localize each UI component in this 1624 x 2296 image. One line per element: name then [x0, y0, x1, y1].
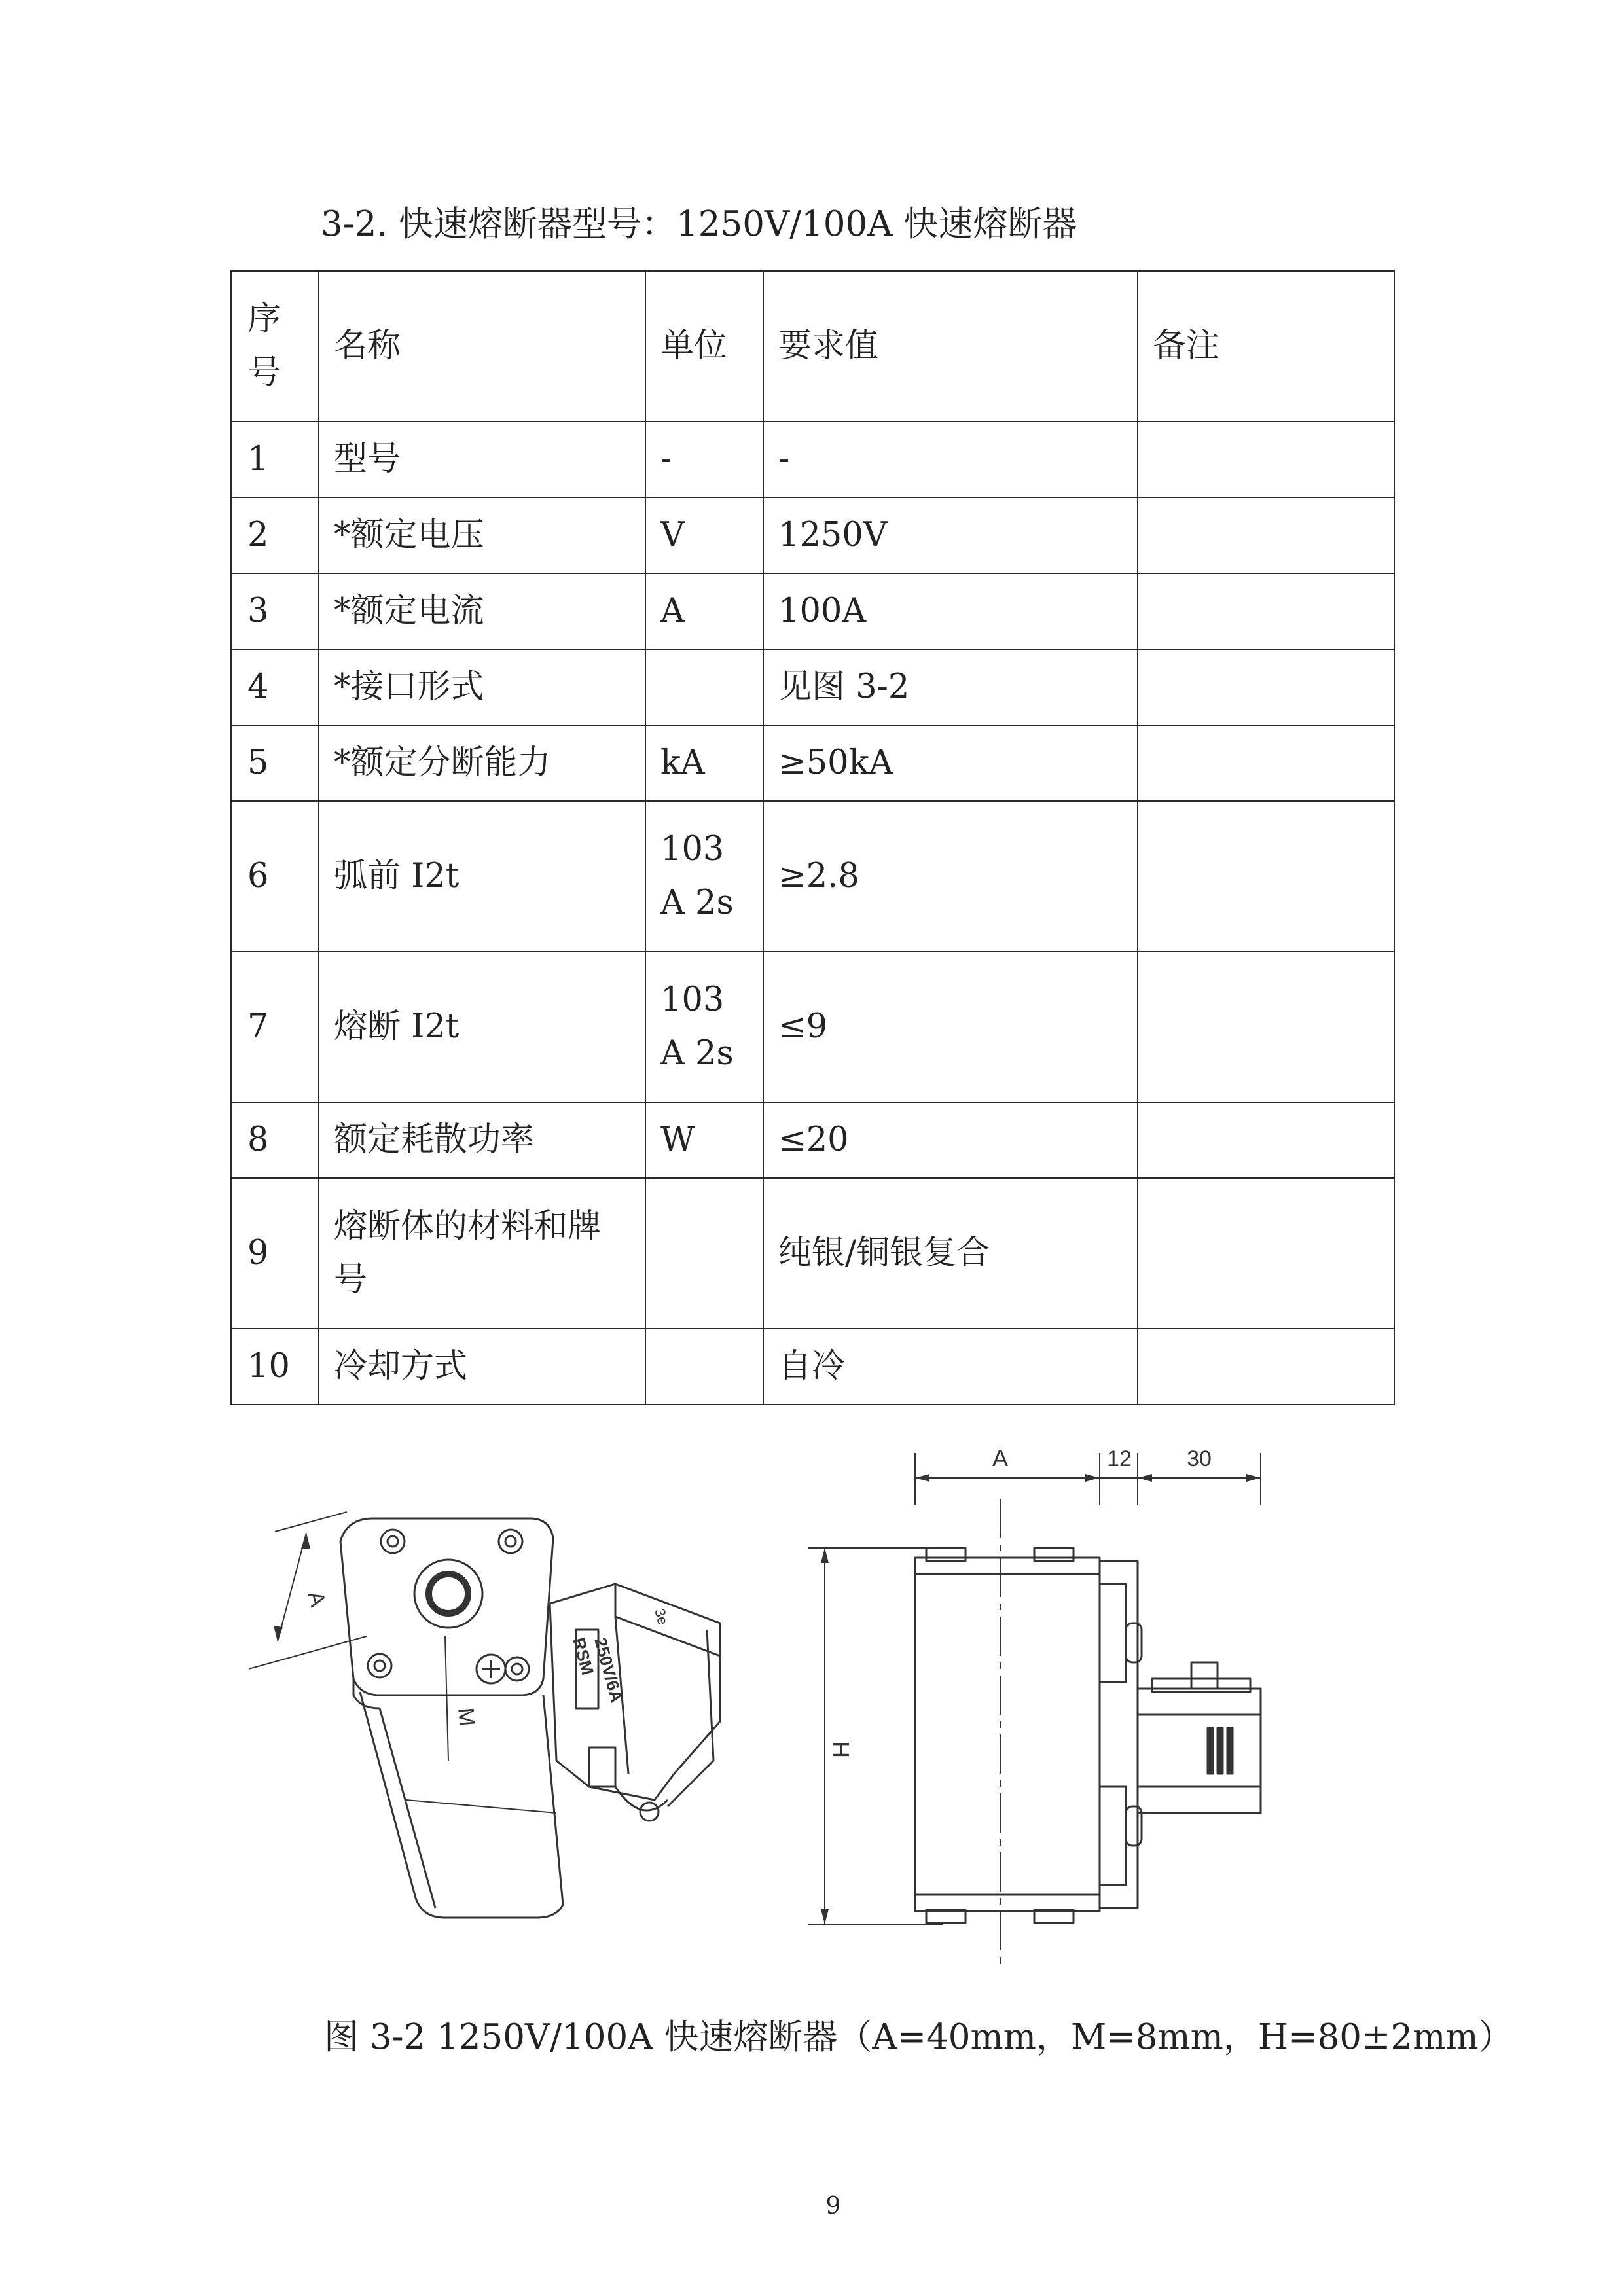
cell-note	[1138, 649, 1394, 725]
cell-value: -	[763, 422, 1138, 497]
header-note: 备注	[1138, 271, 1394, 422]
cell-name: 额定耗散功率	[319, 1102, 645, 1178]
page-number: 9	[825, 2193, 841, 2219]
cell-note	[1138, 801, 1394, 952]
cell-no: 1	[231, 422, 319, 497]
fuse-front-view	[808, 1453, 1261, 1970]
cell-no: 3	[231, 573, 319, 649]
label-m: M	[453, 1706, 480, 1727]
cell-value: 自冷	[763, 1329, 1138, 1405]
cell-name: *额定电流	[319, 573, 645, 649]
product-rating: 250V/6A	[590, 1635, 627, 1705]
table-row	[231, 422, 1394, 497]
cell-unit	[645, 649, 763, 725]
fuse-figure	[249, 1420, 1296, 1970]
figure-caption: 图 3-2 1250V/100A 快速熔断器（A=40mm，M=8mm，H=80±2mm）	[324, 2017, 1513, 2057]
table-row	[231, 573, 1394, 649]
table-row	[231, 1329, 1394, 1405]
cell-note	[1138, 1329, 1394, 1405]
header-unit: 单位	[645, 271, 763, 422]
header-no: 序号	[231, 271, 319, 422]
cell-name: 熔断体的材料和牌号	[319, 1178, 645, 1329]
table-row	[231, 649, 1394, 725]
table-row	[231, 1102, 1394, 1178]
cell-no: 6	[231, 801, 319, 952]
cell-unit: 103A 2s	[645, 801, 763, 952]
product-brand: RSM	[569, 1635, 598, 1677]
cell-name: *接口形式	[319, 649, 645, 725]
cell-no: 7	[231, 952, 319, 1102]
cell-value: 100A	[763, 573, 1138, 649]
cell-note	[1138, 497, 1394, 573]
fuse-drawing	[249, 1420, 1296, 1970]
cell-note	[1138, 725, 1394, 801]
cell-value: 1250V	[763, 497, 1138, 573]
cell-value: ≤20	[763, 1102, 1138, 1178]
cell-unit	[645, 1178, 763, 1329]
product-mark: 3e	[651, 1606, 672, 1626]
cell-unit: 103A 2s	[645, 952, 763, 1102]
table-row	[231, 801, 1394, 952]
cell-no: 10	[231, 1329, 319, 1405]
dimension-30: 30	[1187, 1446, 1212, 1471]
cell-note	[1138, 1178, 1394, 1329]
cell-unit: W	[645, 1102, 763, 1178]
label-a-iso: A	[302, 1588, 331, 1609]
label-a-front: A	[992, 1444, 1009, 1471]
section-heading: 3-2. 快速熔断器型号：1250V/100A 快速熔断器	[321, 204, 1077, 244]
header-name: 名称	[319, 271, 645, 422]
table-row	[231, 952, 1394, 1102]
spec-table	[230, 270, 1395, 1405]
cell-value: 纯银/铜银复合	[763, 1178, 1138, 1329]
cell-no: 5	[231, 725, 319, 801]
cell-note	[1138, 573, 1394, 649]
cell-unit	[645, 1329, 763, 1405]
cell-name: 弧前 I2t	[319, 801, 645, 952]
fuse-isometric-view	[249, 1512, 720, 1918]
cell-note	[1138, 952, 1394, 1102]
dimension-12: 12	[1107, 1446, 1132, 1471]
cell-no: 2	[231, 497, 319, 573]
cell-value: ≥2.8	[763, 801, 1138, 952]
cell-no: 8	[231, 1102, 319, 1178]
cell-value: ≥50kA	[763, 725, 1138, 801]
cell-value: 见图 3-2	[763, 649, 1138, 725]
cell-unit: V	[645, 497, 763, 573]
cell-note	[1138, 1102, 1394, 1178]
table-row	[231, 1178, 1394, 1329]
label-h: H	[827, 1741, 854, 1758]
cell-no: 9	[231, 1178, 319, 1329]
cell-name: 型号	[319, 422, 645, 497]
cell-name: *额定分断能力	[319, 725, 645, 801]
header-value: 要求值	[763, 271, 1138, 422]
cell-unit: -	[645, 422, 763, 497]
table-row	[231, 725, 1394, 801]
table-row	[231, 497, 1394, 573]
cell-note	[1138, 422, 1394, 497]
cell-value: ≤9	[763, 952, 1138, 1102]
cell-name: 冷却方式	[319, 1329, 645, 1405]
table-header-row	[231, 271, 1394, 422]
cell-unit: A	[645, 573, 763, 649]
cell-unit: kA	[645, 725, 763, 801]
cell-no: 4	[231, 649, 319, 725]
cell-name: 熔断 I2t	[319, 952, 645, 1102]
cell-name: *额定电压	[319, 497, 645, 573]
